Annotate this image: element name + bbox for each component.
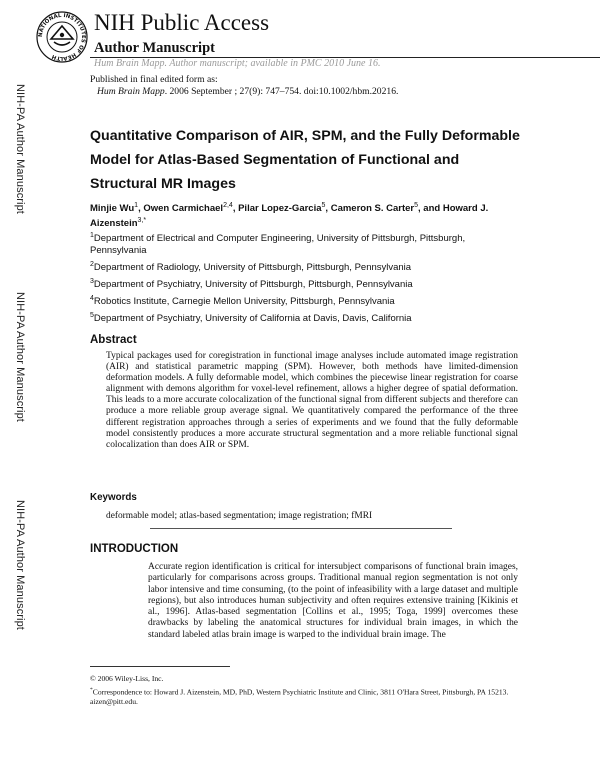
keywords-divider: [150, 528, 452, 529]
affiliation: [90, 259, 510, 274]
abstract-text: Typical packages used for coregistration in functional image analyses include automated image registration (AIR) and statistical parametric mapping (SPM). However, both methods have limited-dimension deformation models. A fully deformable model, which combines the piecewise linear registration for coarse alignment with demons algorithm for voxel-level refinement, allows a higher degree of spatial deformation. This leads to a more accurate colocalization of the functional signal from different subjects and therefore can produce a more reliable group average signal. We quantitatively compared the performance of the three different registration approaches through a series of experiments and we found that the fully deformable model consistently produces a more accurate structural segmentation and a more reliable functional signal colocalization than does AIR or SPM.: [106, 351, 518, 450]
side-label-bottom: NIH-PA Author Manuscript: [14, 500, 26, 630]
affiliation: [90, 276, 510, 291]
author-sep: ,: [325, 203, 331, 215]
abstract-heading: Abstract: [90, 334, 137, 346]
affiliation-text: Department of Psychiatry, University of Pittsburgh, Pittsburgh, Pennsylvania: [93, 279, 413, 291]
affiliation-mark: 3: [90, 278, 94, 285]
affiliation-text: Department of Psychiatry, University of California at Davis, Davis, California: [93, 313, 412, 325]
affiliation: [90, 310, 510, 325]
citation-line: [97, 86, 398, 97]
published-line: Published in final edited form as:: [90, 74, 218, 85]
author-sep: ,: [138, 203, 144, 215]
author-manuscript-label: Author Manuscript: [94, 40, 215, 56]
author-affil-mark: 2,4: [223, 202, 233, 209]
author-list: [90, 200, 530, 229]
nih-public-access-title: NIH Public Access: [94, 10, 270, 35]
keywords-heading: Keywords: [90, 492, 137, 503]
keywords-text: deformable model; atlas-based segmentation; image registration; fMRI: [106, 511, 373, 521]
introduction-text: Accurate region identification is critical for intersubject comparisons of functional brain images, particularly for comparisons across groups. Traditional manual region segmentation is not only labor intensive and time consuming, (to the point of infeasibility with a large dataset and multiple regions), but also introduces human subjectivity and often requires extensive training [Kikinis et al., 1996]. Atlas-based segmentation [Collins et al., 1995; Toga, 1999] overcomes these drawbacks by labeling the anatomical structures for individual brain images, in which the standard labeled atlas brain image is warped to the individual brain image. The: [148, 562, 518, 640]
side-label-middle: NIH-PA Author Manuscript: [14, 292, 26, 422]
availability-note: Hum Brain Mapp. Author manuscript; available in PMC 2010 June 16.: [94, 58, 381, 69]
article-title: Quantitative Comparison of AIR, SPM, and the Fully Deformable Model for Atlas-Based Segmentation of Functional and Structural MR Images: [90, 128, 520, 192]
author-affil-mark: 3,*: [137, 216, 147, 224]
author-affil-mark: 5: [321, 202, 326, 209]
nih-logo: [36, 6, 88, 68]
copyright-note: © 2006 Wiley-Liss, Inc.: [90, 674, 164, 683]
affiliation-mark: 1: [90, 232, 94, 239]
author-name: Pilar Lopez-Garcia: [238, 203, 322, 215]
author-sep: , and: [418, 203, 443, 215]
author-name: Minjie Wu: [90, 203, 135, 215]
affiliation-text: Department of Radiology, University of Pittsburgh, Pittsburgh, Pennsylvania: [93, 262, 412, 274]
author-name: Howard J. Aizenstein: [90, 203, 489, 229]
author-affil-mark: 5: [414, 202, 419, 209]
footnote-divider: [90, 666, 230, 667]
author-affil-mark: 1: [134, 202, 139, 209]
correspondence-note: [90, 686, 520, 707]
affiliation-mark: 5: [90, 312, 94, 319]
affiliation: [90, 293, 510, 308]
affiliation-text: Robotics Institute, Carnegie Mellon University, Pittsburgh, Pennsylvania: [93, 296, 395, 308]
author-name: Cameron S. Carter: [330, 203, 415, 215]
author-name: Owen Carmichael: [143, 203, 224, 215]
affiliation-mark: 4: [90, 295, 94, 302]
affiliation-text: Department of Electrical and Computer Engineering, University of Pittsburgh, Pittsburgh, Pennsylvania: [90, 233, 466, 256]
correspondence-text: Correspondence to: Howard J. Aizenstein, MD, PhD, Western Psychiatric Institute and Clinic, 3811 O'Hara Street, Pittsburgh, PA 15213. aizen@pitt.edu.: [90, 687, 509, 707]
side-label-top: NIH-PA Author Manuscript: [14, 84, 26, 214]
affiliation: [90, 230, 510, 256]
author-sep: ,: [232, 203, 239, 215]
affiliation-mark: 2: [90, 261, 94, 268]
logo-ring-text: NATIONAL INSTITUTES OF HEALTH: [37, 12, 87, 62]
citation-details: . 2006 September ; 27(9): 747–754. doi:10.1002/hbm.20216.: [164, 86, 399, 97]
introduction-heading: INTRODUCTION: [90, 543, 179, 555]
correspondence-mark: *: [90, 687, 93, 693]
journal-name: Hum Brain Mapp: [97, 86, 165, 97]
